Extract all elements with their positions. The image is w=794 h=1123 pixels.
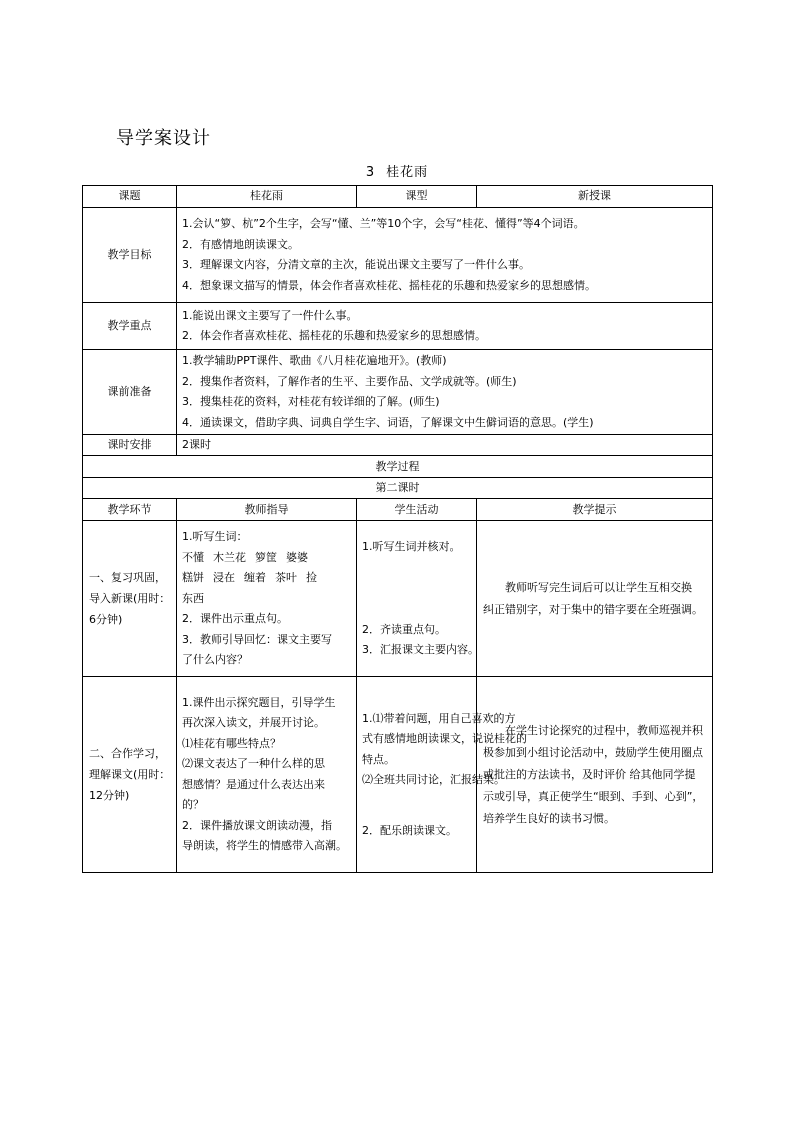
- teacher-step: 导朗读，将学生的情感带入高潮。: [182, 839, 347, 853]
- stage-label-line: 二、合作学习，: [89, 747, 166, 761]
- prep-row: [83, 350, 713, 435]
- student-step: 1.⑴带着问题，用自己喜欢的方: [362, 711, 516, 725]
- prep-item: 4．通读课文，借助字典、词典自学生字、词语，了解课文中生僻词语的意思。(学生): [182, 415, 594, 429]
- key-point-item: 1.能说出课文主要写了一件什么事。: [182, 308, 358, 322]
- stage1-student: [357, 521, 477, 677]
- vocab-word: 缠着: [244, 571, 266, 585]
- stage2-row: [83, 677, 713, 873]
- student-step: 2．齐读重点句。: [362, 622, 446, 636]
- stage-label-line: 导入新课(用时：: [89, 592, 171, 606]
- teacher-step: 再次深入读文，并展开讨论。: [182, 716, 325, 730]
- stage1-tip: 教师听写完生词后可以让学生互相交换 纠正错别字，对于集中的错字要在全班强调。: [477, 521, 713, 677]
- key-points-content: [177, 303, 713, 350]
- column-header: 教学提示: [477, 499, 713, 521]
- student-step: ⑵全班共同讨论，汇报结果。: [362, 773, 505, 787]
- key-points-label: 教学重点: [83, 303, 177, 350]
- teacher-step: ⑴桂花有哪些特点？: [182, 736, 281, 750]
- student-step: 特点。: [362, 752, 395, 766]
- column-header: 教师指导: [177, 499, 357, 521]
- period-title: 第二课时: [83, 478, 713, 499]
- student-step: 3．汇报课文主要内容。: [362, 643, 479, 657]
- vocab-row: [182, 548, 351, 569]
- stage-label-line: 6分钟): [89, 613, 123, 627]
- stage2-teacher: [177, 677, 357, 873]
- topic-value: 桂花雨: [177, 186, 357, 208]
- type-label: 课型: [357, 186, 477, 208]
- student-step: 式有感情地朗读课文，说说桂花的: [362, 732, 527, 746]
- vocab-word: 婆婆: [286, 550, 308, 564]
- document-title: 导学案设计: [116, 128, 211, 149]
- column-header: 学生活动: [357, 499, 477, 521]
- goal-item: 2．有感情地朗读课文。: [182, 237, 299, 251]
- vocab-word: 不懂: [182, 550, 204, 564]
- column-header: 教学环节: [83, 499, 177, 521]
- teacher-step: ⑵课文表达了一种什么样的思: [182, 757, 325, 771]
- vocab-row: [182, 568, 351, 589]
- prep-label: 课前准备: [83, 350, 177, 435]
- goals-label: 教学目标: [83, 208, 177, 303]
- vocab-word: 箩筐: [255, 550, 277, 564]
- process-title: 教学过程: [83, 456, 713, 478]
- process-header-row: [83, 499, 713, 521]
- teacher-step: 2．课件播放课文朗读动漫，指: [182, 818, 332, 832]
- topic-label: 课题: [83, 186, 177, 208]
- goals-content: [177, 208, 713, 303]
- key-points-row: [83, 303, 713, 350]
- goal-item: 3．理解课文内容，分清文章的主次，能说出课文主要写了一件什么事。: [182, 258, 530, 271]
- lesson-title: [0, 161, 794, 180]
- topic-row: [83, 186, 713, 208]
- stage1-row: [83, 521, 713, 677]
- stage2-tip: 在学生讨论探究的过程中，教师巡视并积极参加到小组讨论活动中，鼓励学生使用圈点或批注的方法读书，及时评价 给其他同学提示或引导，真正使学生“眼到、手到、心到”，培养学生良好的读书习惯。: [477, 677, 713, 873]
- vocab-word: 捡: [306, 571, 317, 585]
- stage-label-line: 理解课文(用时：: [89, 768, 171, 782]
- teacher-step: 想感情？是通过什么表达出来: [182, 777, 325, 791]
- prep-item: 3．搜集桂花的资料，对桂花有较详细的了解。(师生): [182, 395, 440, 408]
- teacher-step: 1.听写生词：: [182, 530, 248, 544]
- teacher-step: 的？: [182, 798, 204, 812]
- prep-item: 1.教学辅助PPT课件、歌曲《八月桂花遍地开》。(教师): [182, 354, 447, 367]
- goal-item: 4．想象课文描写的情景，体会作者喜欢桂花、摇桂花的乐趣和热爱家乡的思想感情。: [182, 278, 596, 292]
- lesson-name: 桂花雨: [386, 165, 429, 180]
- prep-item: 2．搜集作者资料，了解作者的生平、主要作品、文学成就等。(师生): [182, 374, 517, 388]
- schedule-value: 2课时: [177, 435, 713, 456]
- teacher-step: 了什么内容？: [182, 653, 248, 667]
- vocab-word: 浸在: [213, 571, 235, 585]
- vocab-row: 东西: [182, 591, 204, 605]
- vocab-word: 茶叶: [275, 571, 297, 585]
- goal-item: 1.会认“箩、杭”2个生字，会写“懂、兰”等10个字，会写“桂花、懂得”等4个词语。: [182, 217, 585, 230]
- prep-content: [177, 350, 713, 435]
- stage-label-line: 12分钟): [89, 789, 130, 803]
- student-step: 2．配乐朗读课文。: [362, 823, 457, 837]
- stage2-student: [357, 677, 527, 873]
- stage2-label: [83, 677, 177, 873]
- period-title-row: [83, 478, 713, 499]
- stage1-teacher: [177, 521, 357, 677]
- teacher-step: 2．课件出示重点句。: [182, 612, 288, 626]
- vocab-word: 糕饼: [182, 571, 204, 585]
- schedule-row: [83, 435, 713, 456]
- goals-row: [83, 208, 713, 303]
- process-title-row: [83, 456, 713, 478]
- lesson-number: 3: [365, 165, 375, 180]
- schedule-label: 课时安排: [83, 435, 177, 456]
- student-step: 1.听写生词并核对。: [362, 540, 461, 554]
- stage-label-line: 一、复习巩固，: [89, 571, 166, 585]
- teacher-step: 1.课件出示探究题目，引导学生: [182, 695, 336, 709]
- teacher-step: 3．教师引导回忆：课文主要写: [182, 632, 332, 646]
- stage1-label: [83, 521, 177, 677]
- lesson-plan-table: [82, 185, 713, 873]
- vocab-word: 木兰花: [213, 550, 246, 564]
- type-value: 新授课: [477, 186, 713, 208]
- key-point-item: 2．体会作者喜欢桂花、摇桂花的乐趣和热爱家乡的思想感情。: [182, 329, 486, 342]
